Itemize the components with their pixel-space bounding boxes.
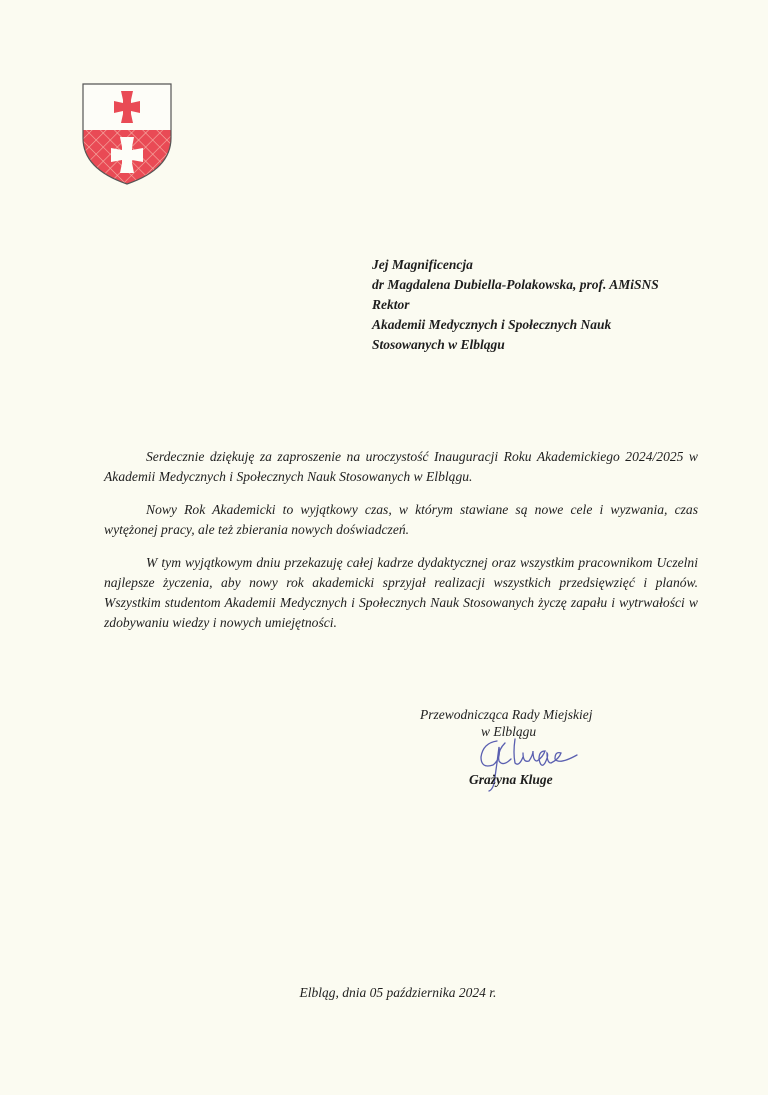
body-paragraph: W tym wyjątkowym dniu przekazuję całej kadrze dydaktycznej oraz wszystkim pracownikom Uczelni najlepsze życzenia, aby nowy rok akademicki sprzyjał realizacji wszystkich przedsięwzięć i planów. Wszystkim studentom Akademii Medycznych i Społecznych Nauk Stosowanych życzę zapału i wytrwałości w zdobywaniu wiedzy i nowych umiejętności.	[104, 555, 698, 630]
addressee-line: Akademii Medycznych i Społecznych Nauk	[372, 317, 612, 332]
place-and-date: Elbląg, dnia 05 października 2024 r.	[299, 985, 497, 1000]
addressee-block	[372, 255, 742, 355]
coat-of-arms-icon	[82, 83, 172, 185]
body-paragraph: Nowy Rok Akademicki to wyjątkowy czas, w którym stawiane są nowe cele i wyzwania, czas wytężonej pracy, ale też zbierania nowych doświadczeń.	[104, 502, 698, 537]
addressee-line: Jej Magnificencja	[372, 257, 473, 272]
addressee-line: dr Magdalena Dubiella-Polakowska, prof. AMiSNS	[372, 277, 659, 292]
body-paragraph: Serdecznie dziękuję za zaproszenie na uroczystość Inauguracji Roku Akademickiego 2024/2025 w Akademii Medycznych i Społecznych Nauk Stosowanych w Elblągu.	[104, 449, 698, 484]
letter-body	[104, 447, 698, 646]
addressee-line: Stosowanych w Elblągu	[372, 337, 505, 352]
signatory-name: Grażyna Kluge	[469, 772, 553, 787]
addressee-line: Rektor	[372, 297, 410, 312]
signatory-title: Przewodnicząca Rady Miejskiej	[420, 707, 593, 722]
signatory-city: w Elblągu	[481, 724, 537, 739]
